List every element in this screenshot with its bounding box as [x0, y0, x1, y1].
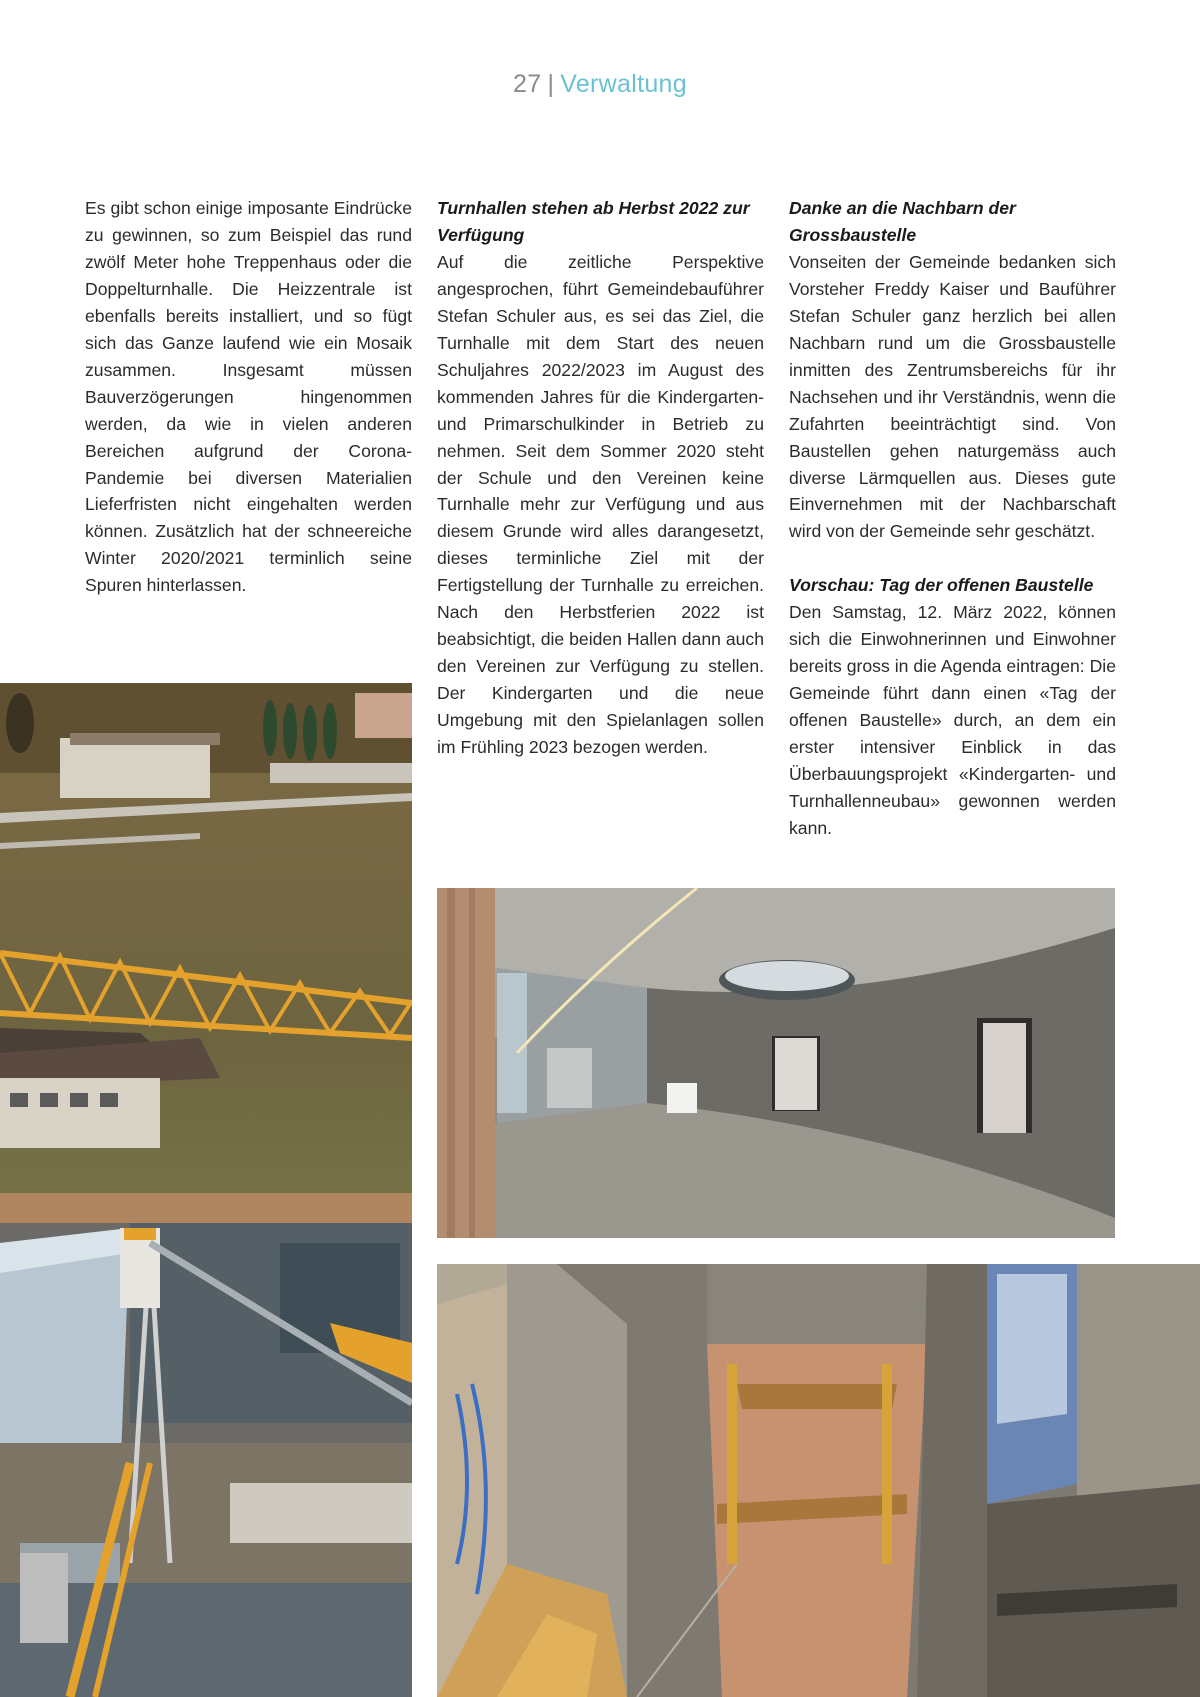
heading-nachbarn: Danke an die Nachbarn der Grossbaustelle	[789, 198, 1016, 245]
text-column-3	[789, 195, 1116, 842]
paragraph-nachbarn: Vonseiten der Gemeinde bedanken sich Vorsteher Freddy Kaiser und Bauführer Stefan Schuler ganz herzlich bei allen Nachbarn rund um die Grossbaustelle inmitten des Zentrumsbereichs für ihr Nachsehen und ihr Verständnis, wenn die Zufahrten beeinträchtigt sind. Von Baustellen gehen naturgemäss auch diverse Lärmquellen aus. Dieses gute Einvernehmen mit der Nachbarschaft wird von der Gemeinde sehr geschätzt.	[789, 251, 1116, 542]
paragraph-vorschau: Den Samstag, 12. März 2022, können sich die Einwohnerinnen und Einwohner bereits gross in die Agenda eintragen: Die Gemeinde führt dann einen «Tag der offenen Baustelle» durch, an dem ein erster intensiver Einblick in das Überbauungsprojekt «Kindergarten- und Turnhallenneubau» gewonnen werden kann.	[789, 602, 1116, 838]
section-title: Verwaltung	[560, 70, 687, 98]
heading-vorschau: Vorschau: Tag der offenen Baustelle	[789, 575, 1094, 596]
page-number: 27	[513, 70, 542, 98]
paragraph-turnhallen: Auf die zeitliche Perspektive angesprochen, führt Gemeindebauführer Stefan Schuler aus, es sei das Ziel, die Turnhalle mit dem Start des neuen Schuljahres 2022/2023 im August des kommenden Jahres für die Kindergarten- und Primarschulkinder in Betrieb zu nehmen. Seit dem Sommer 2020 steht der Schule und den Vereinen keine Turnhalle mehr zur Verfügung und aus diesem Grunde wird alles darangesetzt, dieses terminliche Ziel mit der Fertigstellung der Turnhalle zu erreichen. Nach den Herbstferien 2022 ist beabsichtigt, die beiden Hallen dann auch den Vereinen zur Verfügung zu stellen. Der Kindergarten und die neue Umgebung mit den Spielanlagen sollen im Frühling 2023 bezogen werden.	[437, 251, 764, 758]
aerial-construction-photo	[0, 683, 412, 1697]
intro-paragraph: Es gibt schon einige imposante Eindrücke zu gewinnen, so zum Beispiel das rund zwölf Meter hohe Treppenhaus oder die Doppelturnhalle. Die Heizzentrale ist ebenfalls bereits installiert, und so fügt sich das Ganze laufend wie ein Mosaik zusammen. Insgesamt müssen Bauverzögerungen hingenommen werden, da wie in vielen anderen Bereichen aufgrund der Corona-Pandemie bei diversen Materialien Lieferfristen nicht eingehalten werden können. Zusätzlich hat der schneereiche Winter 2020/2021 terminlich seine Spuren hinterlassen.	[85, 198, 412, 596]
page-header	[0, 70, 1200, 99]
text-column-2	[437, 195, 764, 761]
text-column-1	[85, 195, 412, 599]
paragraph-gap	[789, 545, 1116, 572]
stairwell-shaft-photo	[437, 1264, 1200, 1697]
header-separator: |	[547, 70, 555, 98]
gym-hall-interior-photo	[437, 888, 1115, 1238]
heading-turnhallen: Turnhallen stehen ab Herbst 2022 zur Verfügung	[437, 198, 750, 245]
